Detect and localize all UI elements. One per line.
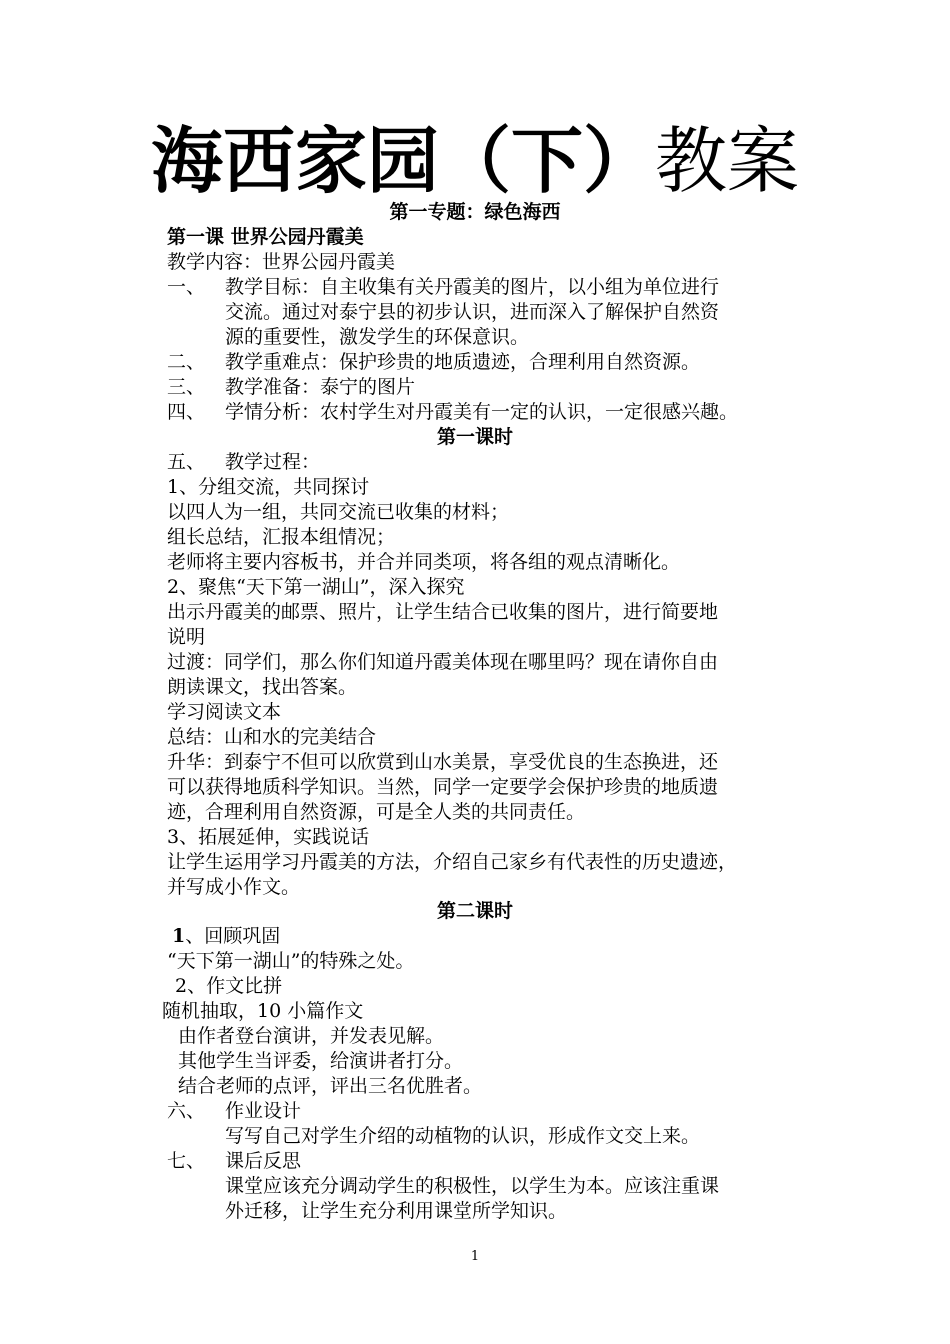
- review-line: [172, 924, 280, 948]
- body-line: 随机抽取，10 小篇作文: [162, 1000, 364, 1022]
- item-number: 一、: [167, 276, 206, 298]
- reflection-text: 外迁移，让学生充分利用课堂所学知识。: [225, 1200, 568, 1222]
- period-two-heading: 第二课时: [436, 900, 513, 922]
- item-number: 五、: [167, 451, 206, 473]
- body-line: 过渡：同学们，那么你们知道丹霞美体现在哪里吗？现在请你自由: [167, 651, 719, 673]
- body-line: 老师将主要内容板书，并合并同类项，将各组的观点清晰化。: [167, 551, 681, 573]
- lesson-heading: 第一课 世界公园丹霞美: [167, 226, 364, 248]
- reflection-label: 课后反思: [225, 1150, 302, 1172]
- topic-heading: 第一专题：绿色海西: [389, 201, 561, 223]
- body-line: 升华：到泰宁不但可以欣赏到山水美景，享受优良的生态换进，还: [167, 751, 719, 773]
- page-title: [0, 116, 950, 206]
- title-bold-part: 海西家园（下）: [150, 119, 655, 203]
- process-label: 教学过程：: [225, 451, 321, 473]
- reflection-text: 课堂应该充分调动学生的积极性，以学生为本。应该注重课: [225, 1175, 720, 1197]
- key-points-line: 教学重难点：保护珍贵的地质遗迹，合理利用自然资源。: [225, 351, 701, 373]
- body-line: 1、分组交流，共同探讨: [167, 476, 370, 498]
- body-line: 2、聚焦“天下第一湖山”，深入探究: [167, 576, 465, 598]
- item-number: 二、: [167, 351, 206, 373]
- period-one-heading: 第一课时: [436, 426, 513, 448]
- body-line: 组长总结，汇报本组情况；: [167, 526, 396, 548]
- body-line: 让学生运用学习丹霞美的方法，介绍自己家乡有代表性的历史遗迹，: [167, 851, 738, 873]
- body-line: 学习阅读文本: [167, 701, 282, 723]
- body-line: 可以获得地质科学知识。当然，同学一定要学会保护珍贵的地质遗: [167, 776, 719, 798]
- item-number: 四、: [167, 401, 206, 423]
- body-line: 总结：山和水的完美结合: [167, 726, 377, 748]
- body-line: 2、作文比拼: [175, 975, 283, 997]
- item-number: 六、: [167, 1100, 206, 1122]
- homework-text: 写写自己对学生介绍的动植物的认识，形成作文交上来。: [225, 1125, 701, 1147]
- body-line: 出示丹霞美的邮票、照片，让学生结合已收集的图片，进行简要地: [167, 601, 719, 623]
- item-number: 七、: [167, 1150, 206, 1172]
- teaching-goal-line: 教学目标：自主收集有关丹霞美的图片，以小组为单位进行: [225, 276, 720, 298]
- review-number: 1: [172, 925, 186, 947]
- teaching-goal-line: 交流。通过对泰宁县的初步认识，进而深入了解保护自然资: [225, 301, 720, 323]
- body-line: 其他学生当评委，给演讲者打分。: [178, 1050, 464, 1072]
- body-line: 迹，合理利用自然资源，可是全人类的共同责任。: [167, 801, 586, 823]
- body-line: “天下第一湖山”的特殊之处。: [167, 950, 415, 972]
- homework-label: 作业设计: [225, 1100, 302, 1122]
- analysis-line: 学情分析：农村学生对丹霞美有一定的认识，一定很感兴趣。: [225, 401, 739, 423]
- body-line: 3、拓展延伸，实践说话: [167, 826, 370, 848]
- body-line: 说明: [167, 626, 206, 648]
- preparation-line: 教学准备：泰宁的图片: [225, 376, 416, 398]
- title-regular-part: 教案: [655, 119, 800, 203]
- body-line: 结合老师的点评，评出三名优胜者。: [178, 1075, 483, 1097]
- body-line: 朗读课文，找出答案。: [167, 676, 358, 698]
- review-label: 、回顾巩固: [185, 925, 281, 947]
- page-number: 1: [470, 1249, 480, 1264]
- body-line: 并写成小作文。: [167, 876, 301, 898]
- teaching-content: 教学内容：世界公园丹霞美: [167, 251, 396, 273]
- teaching-goal-line: 源的重要性，激发学生的环保意识。: [225, 326, 530, 348]
- body-line: 以四人为一组，共同交流已收集的材料；: [167, 501, 510, 523]
- body-line: 由作者登台演讲，并发表见解。: [178, 1025, 445, 1047]
- item-number: 三、: [167, 376, 206, 398]
